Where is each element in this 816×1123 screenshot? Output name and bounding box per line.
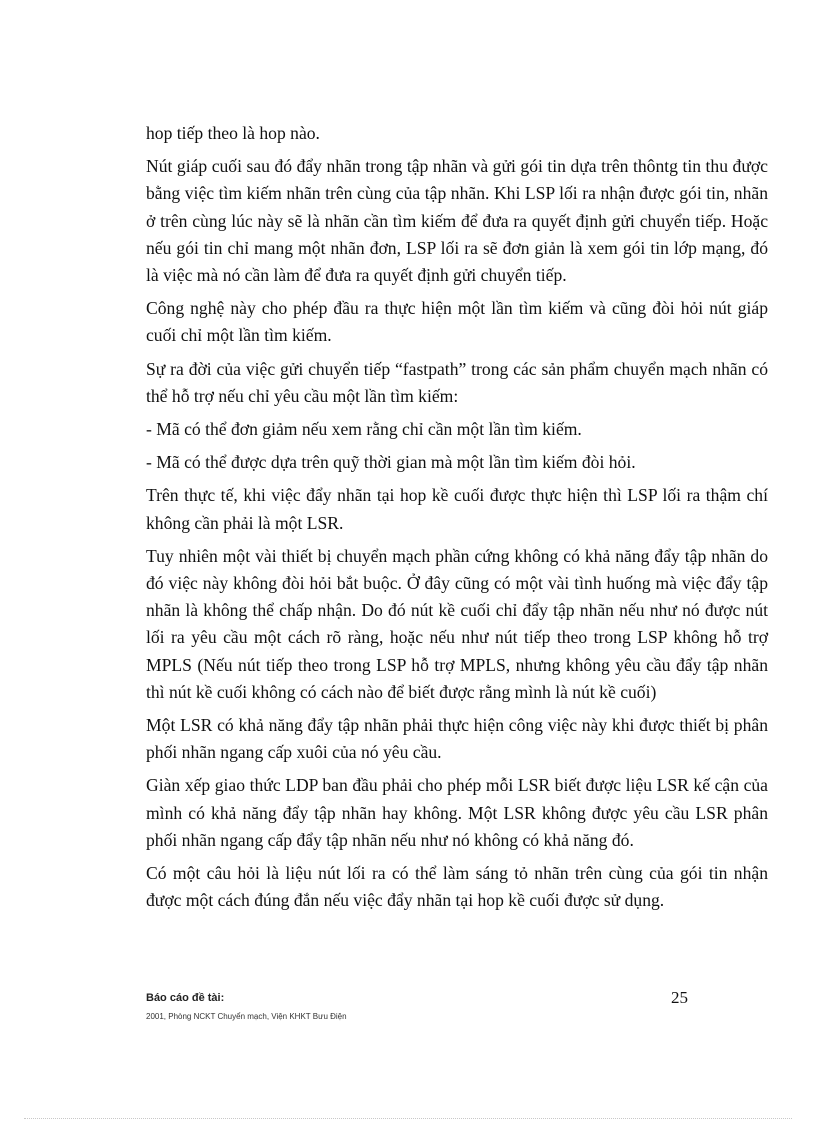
paragraph: Tuy nhiên một vài thiết bị chuyển mạch phần cứng không có khả năng đẩy tập nhãn do đó việc này không đòi hỏi bắt buộc. Ở đây cũng có một vài tình huống mà việc đẩy tập nhãn là không thể chấp nhận. Do đó nút kề cuối chỉ đẩy tập nhãn nếu như nó được nút lối ra yêu cầu một cách rõ ràng, hoặc nếu như nút tiếp theo trong LSP không hỗ trợ MPLS (Nếu nút tiếp theo trong LSP hỗ trợ MPLS, nhưng không yêu cầu đẩy tập nhãn thì nút kề cuối không có cách nào để biết được rằng mình là nút kề cuối)	[146, 545, 768, 702]
paragraph: Giàn xếp giao thức LDP ban đầu phải cho phép mỗi LSR biết được liệu LSR kế cận của mình có khả năng đẩy tập nhãn hay không. Một LSR không được yêu cầu LSR phân phối nhãn ngang cấp đẩy tập nhãn nếu như nó không có khả năng đó.	[146, 775, 768, 850]
paragraph: Công nghệ này cho phép đầu ra thực hiện một lần tìm kiếm và cũng đòi hỏi nút giáp cuối chỉ một lần tìm kiếm.	[146, 298, 768, 346]
page-number: 25	[671, 988, 688, 1007]
list-item: - Mã có thể được dựa trên quỹ thời gian mà một lần tìm kiếm đòi hỏi.	[146, 452, 636, 473]
page-footer	[146, 988, 768, 1028]
paragraph-continuation: hop tiếp theo là hop nào.	[146, 123, 320, 143]
footer-institution: 2001, Phòng NCKT Chuyển mạch, Viện KHKT Bưu Điện	[146, 1012, 347, 1021]
footer-report-label: Báo cáo đề tài:	[146, 992, 225, 1004]
paragraph: Có một câu hỏi là liệu nút lối ra có thể làm sáng tỏ nhãn trên cùng của gói tin nhận được một cách đúng đắn nếu việc đẩy nhãn tại hop kề cuối được sử dụng.	[146, 863, 768, 911]
paragraph: Sự ra đời của việc gửi chuyển tiếp “fastpath” trong các sản phẩm chuyển mạch nhãn có thể hỗ trợ nếu chỉ yêu cầu một lần tìm kiếm:	[146, 358, 768, 406]
bottom-divider	[24, 1118, 792, 1119]
body-text	[146, 120, 768, 920]
paragraph: Một LSR có khả năng đẩy tập nhãn phải thực hiện công việc này khi được thiết bị phân phối nhãn ngang cấp xuôi của nó yêu cầu.	[146, 715, 768, 763]
list-item: - Mã có thể đơn giảm nếu xem rằng chỉ cần một lần tìm kiếm.	[146, 419, 582, 440]
paragraph: Nút giáp cuối sau đó đẩy nhãn trong tập nhãn và gửi gói tin dựa trên thôntg tin thu được bằng việc tìm kiếm nhãn trên cùng của tập nhãn. Khi LSP lối ra nhận được gói tin, nhãn ở trên cùng lúc này sẽ là nhãn cần tìm kiếm để đưa ra quyết định gửi chuyển tiếp. Hoặc nếu gói tin chỉ mang một nhãn đơn, LSP lối ra sẽ đơn giản là xem gói tin lớp mạng, đó là việc mà nó cần làm để đưa ra quyết định gửi chuyển tiếp.	[146, 156, 768, 286]
paragraph: Trên thực tế, khi việc đẩy nhãn tại hop kề cuối được thực hiện thì LSP lối ra thậm chí không cần phải là một LSR.	[146, 485, 768, 533]
